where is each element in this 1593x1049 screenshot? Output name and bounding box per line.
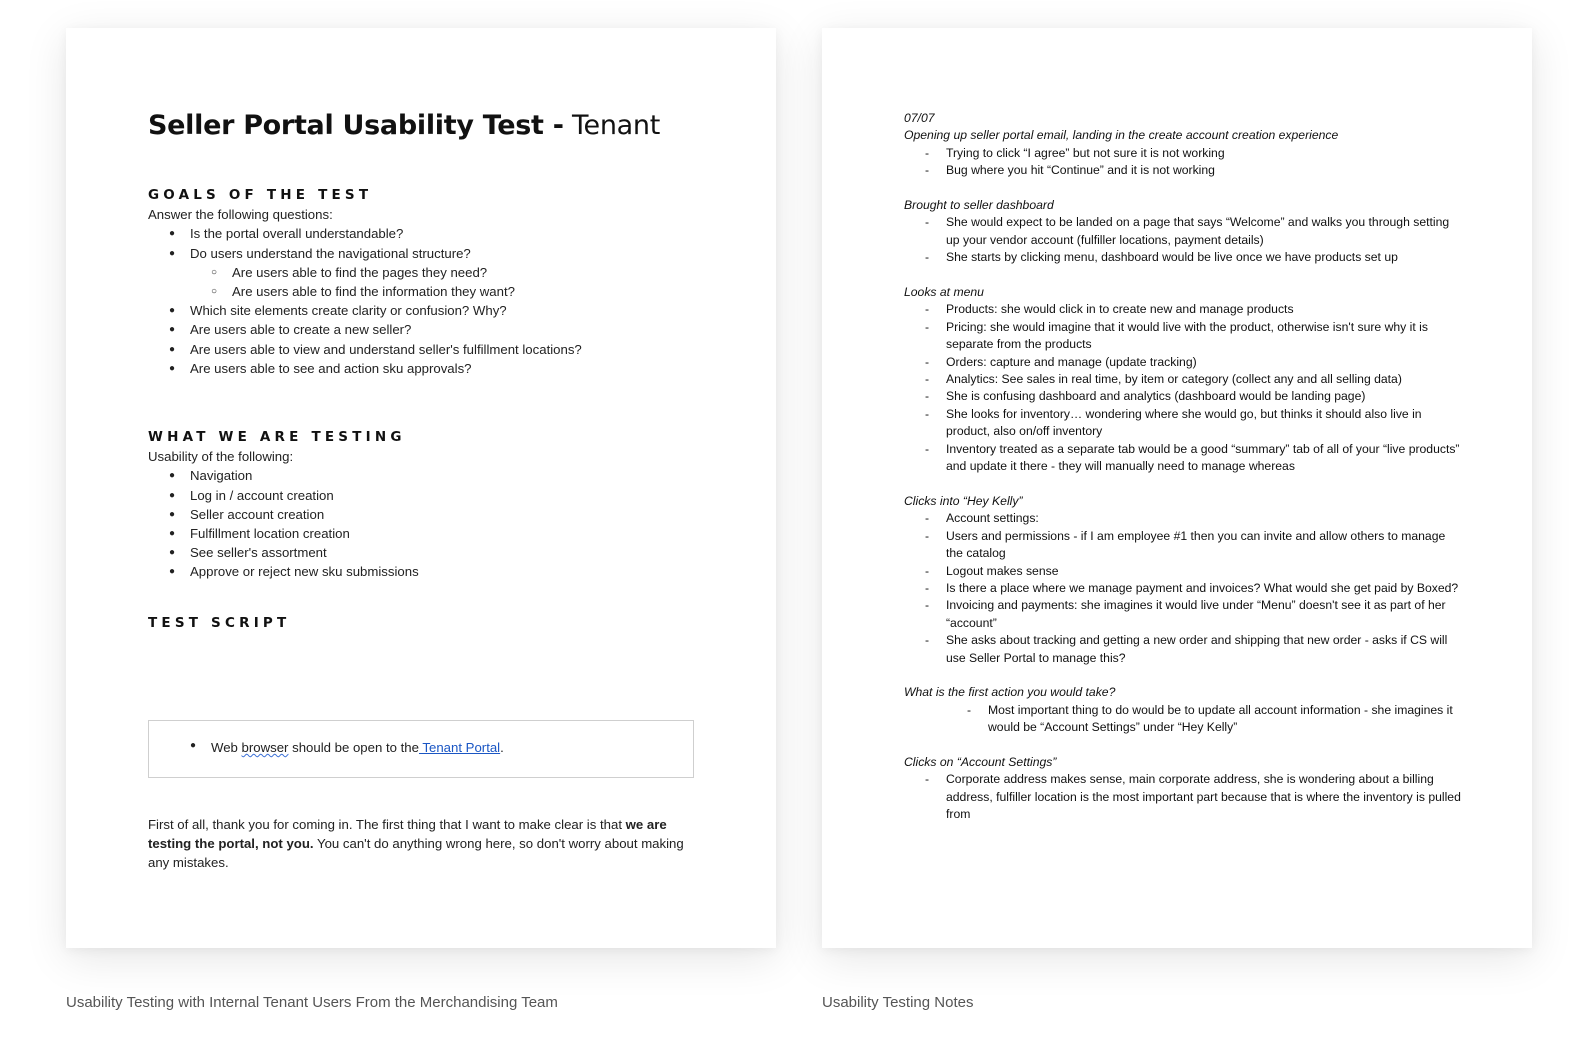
list-item: ● See seller's assortment	[190, 543, 728, 562]
note-item: - She looks for inventory… wondering where she would go, but thinks it should also live in product, also on/off inventory	[946, 406, 1464, 441]
note-item: - Trying to click “I agree” but not sure it is not working	[946, 145, 1464, 162]
instruction-line	[211, 740, 504, 755]
testing-notes-document	[822, 28, 1532, 948]
note-item: - Account settings:	[946, 510, 1464, 527]
list-item: ● Approve or reject new sku submissions	[190, 562, 728, 581]
left-caption: Usability Testing with Internal Tenant Users From the Merchandising Team	[66, 994, 558, 1011]
notes-section-title: Looks at menu	[904, 285, 984, 300]
notes-section-title: Opening up seller portal email, landing in the create account creation experience	[904, 128, 1339, 143]
note-item: - She would expect to be landed on a page that says “Welcome” and walks you through setting up your vendor account (fulfiller locations, payment details)	[946, 214, 1464, 249]
sub-list-item: ○ Are users able to find the pages they need?	[232, 263, 728, 282]
sub-list-item: ○ Are users able to find the information they want?	[232, 282, 728, 301]
notes-body	[904, 110, 1464, 824]
note-item: - Logout makes sense	[946, 563, 1464, 580]
note-item: - Analytics: See sales in real time, by item or category (collect any and all selling data)	[946, 371, 1464, 388]
testing-heading: WHAT WE ARE TESTING	[148, 429, 406, 445]
notes-date: 07/07	[904, 111, 935, 125]
notes-section-title: What is the first action you would take?	[904, 685, 1116, 700]
tenant-portal-link[interactable]: Tenant Portal	[418, 740, 501, 755]
instruction-text: should be open to the	[288, 740, 419, 755]
note-item: - Users and permissions - if I am employee #1 then you can invite and allow others to manage the catalog	[946, 528, 1464, 563]
list-item: ● Is the portal overall understandable?	[190, 224, 728, 243]
list-item	[190, 244, 728, 302]
list-item: ● Fulfillment location creation	[190, 524, 728, 543]
list-item: ● Which site elements create clarity or confusion? Why?	[190, 301, 728, 320]
intro-text: You can't do anything wrong here, so don't worry about making any mistakes.	[148, 836, 684, 871]
note-item: - She asks about tracking and getting a new order and shipping that new order - asks if CS will use Seller Portal to manage this?	[946, 632, 1464, 667]
title-tenant: Tenant	[563, 110, 661, 141]
intro-bold-text: we are testing the portal, not you.	[148, 817, 667, 852]
note-item: - Most important thing to do would be to update all account information - she imagines it would be “Account Settings” under “Hey Kelly”	[988, 702, 1464, 737]
document-title	[148, 110, 660, 141]
note-item: - She starts by clicking menu, dashboard would be live once we have products set up	[946, 249, 1464, 266]
note-item: - Products: she would click in to create new and manage products	[946, 301, 1464, 318]
right-caption: Usability Testing Notes	[822, 994, 974, 1011]
list-item: ● Seller account creation	[190, 505, 728, 524]
title-bold: Seller Portal Usability Test -	[148, 110, 564, 141]
goals-section	[148, 186, 728, 378]
notes-section-title: Clicks into “Hey Kelly”	[904, 493, 1023, 508]
list-item-text: Do users understand the navigational structure?	[190, 245, 471, 261]
note-item: - Corporate address makes sense, main corporate address, she is wondering about a billing address, fulfiller location is the most important part because that is where the inventory is pulled from	[946, 771, 1464, 823]
note-item: - Inventory treated as a separate tab would be a good “summary” tab of all of your “live products” and update it there - they will manually need to manage whereas	[946, 441, 1464, 476]
note-item: - Is there a place where we manage payment and invoices? What would she get paid by Boxed?	[946, 580, 1464, 597]
list-item: ● Are users able to create a new seller?	[190, 320, 728, 339]
list-item: ● Navigation	[190, 466, 728, 485]
notes-section-title: Brought to seller dashboard	[904, 198, 1054, 213]
note-item: - Bug where you hit “Continue” and it is not working	[946, 162, 1464, 179]
note-item: - Pricing: she would imagine that it would live with the product, otherwise isn't sure why it is separate from the products	[946, 319, 1464, 354]
testing-section	[148, 428, 728, 582]
note-item: - Orders: capture and manage (update tracking)	[946, 354, 1464, 371]
list-item: ● Are users able to see and action sku approvals?	[190, 359, 728, 378]
goals-intro: Answer the following questions:	[148, 207, 333, 223]
spellcheck-word: browser	[241, 740, 289, 755]
instruction-text: Web	[211, 740, 242, 755]
script-section	[148, 614, 728, 633]
instruction-box	[148, 720, 694, 778]
instruction-text: .	[500, 740, 504, 755]
note-item: - She is confusing dashboard and analytics (dashboard would be landing page)	[946, 388, 1464, 405]
list-item: ● Are users able to view and understand seller's fulfillment locations?	[190, 340, 728, 359]
goals-heading: GOALS OF THE TEST	[148, 187, 373, 203]
testing-intro: Usability of the following:	[148, 449, 294, 465]
notes-section-title: Clicks on “Account Settings”	[904, 754, 1057, 769]
note-item: - Invoicing and payments: she imagines it would live under “Menu” doesn't see it as part of her “account”	[946, 597, 1464, 632]
test-plan-document	[66, 28, 776, 948]
intro-text: First of all, thank you for coming in. The first thing that I want to make clear is that	[148, 817, 626, 832]
list-item: ● Log in / account creation	[190, 486, 728, 505]
script-heading: TEST SCRIPT	[148, 615, 291, 631]
intro-paragraph	[148, 815, 696, 873]
